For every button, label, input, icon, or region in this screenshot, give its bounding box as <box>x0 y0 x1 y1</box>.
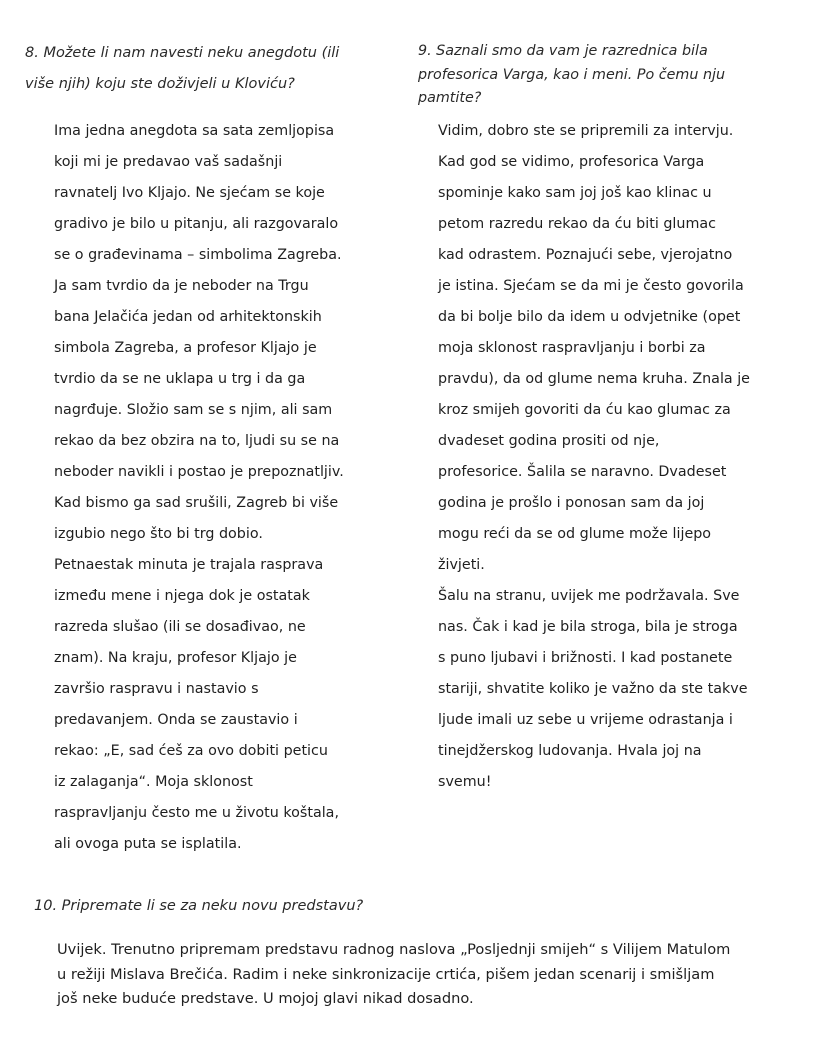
answer-8-line: izgubio nego što bi trg dobio. <box>54 526 263 542</box>
answer-8-line: Petnaestak minuta je trajala rasprava <box>54 557 324 573</box>
answer-8-line: ali ovoga puta se isplatila. <box>54 836 242 852</box>
answer-9-line: petom razredu rekao da ću biti glumac <box>438 216 716 232</box>
answer-9-line: profesorice. Šalila se naravno. Dvadeset <box>438 464 727 480</box>
answer-8 <box>54 116 384 860</box>
answer-9-line: s puno ljubavi i brižnosti. I kad postanete <box>438 650 733 666</box>
question-9-line: profesorica Varga, kao i meni. Po čemu nju <box>418 66 726 83</box>
answer-8-line: tvrdio da se ne uklapa u trg i da ga <box>54 371 306 387</box>
answer-9-line: svemu! <box>438 774 492 790</box>
question-9-line: 9. Saznali smo da vam je razrednica bila <box>418 43 708 59</box>
answer-10 <box>57 938 787 1012</box>
answer-9-line: mogu reći da se od glume može lijepo <box>438 526 712 542</box>
answer-8-line: simbola Zagreba, a profesor Kljajo je <box>54 340 317 356</box>
answer-9-line: godina je prošlo i ponosan sam da joj <box>438 495 705 511</box>
answer-9-line: Šalu na stranu, uvijek me podržavala. Sve <box>438 588 740 604</box>
answer-9-line: Vidim, dobro ste se pripremili za intervju. <box>438 123 734 139</box>
answer-9-line: živjeti. <box>438 557 485 573</box>
answer-9-line: moja sklonost raspravljanju i borbi za <box>438 340 706 356</box>
answer-8-line: iz zalaganja“. Moja sklonost <box>54 774 253 790</box>
answer-8-line: rekao da bez obzira na to, ljudi su se na <box>54 433 340 449</box>
answer-9-line: nas. Čak i kad je bila stroga, bila je stroga <box>438 619 738 635</box>
answer-10-line: još neke buduće predstave. U mojoj glavi nikad dosadno. <box>57 990 474 1007</box>
answer-8-line: između mene i njega dok je ostatak <box>54 588 310 604</box>
question-10 <box>34 894 534 918</box>
answer-8-line: bana Jelačića jedan od arhitektonskih <box>54 309 322 325</box>
question-9 <box>418 40 758 111</box>
answer-10-line: Uvijek. Trenutno pripremam predstavu radnog naslova „Posljednji smijeh“ s Vilijem Matulom <box>57 941 731 958</box>
answer-9-line: da bi bolje bilo da idem u odvjetnike (opet <box>438 309 741 325</box>
answer-9-line: spominje kako sam joj još kao klinac u <box>438 185 712 201</box>
answer-9-line: kroz smijeh govoriti da ću kao glumac za <box>438 402 731 418</box>
question-8-line: više njih) koju ste doživjeli u Kloviću? <box>25 76 295 92</box>
answer-8-line: razreda slušao (ili se dosađivao, ne <box>54 619 306 635</box>
answer-8-line: neboder navikli i postao je prepoznatljiv. <box>54 464 344 480</box>
answer-8-line: završio raspravu i nastavio s <box>54 681 259 697</box>
answer-8-line: ravnatelj Ivo Kljajo. Ne sjećam se koje <box>54 185 325 201</box>
answer-8-line: raspravljanju često me u životu koštala, <box>54 805 339 821</box>
answer-9 <box>438 116 778 798</box>
answer-9-line: stariji, shvatite koliko je važno da ste takve <box>438 681 748 697</box>
answer-9-line: pravdu), da od glume nema kruha. Znala je <box>438 371 750 387</box>
answer-8-line: se o građevinama – simbolima Zagreba. <box>54 247 342 263</box>
answer-9-line: dvadeset godina prositi od nje, <box>438 433 660 449</box>
answer-8-line: nagrđuje. Složio sam se s njim, ali sam <box>54 402 333 418</box>
question-10-text: 10. Pripremate li se za neku novu predstavu? <box>34 898 364 914</box>
answer-9-line: Kad god se vidimo, profesorica Varga <box>438 154 705 170</box>
answer-8-line: Ima jedna anegdota sa sata zemljopisa <box>54 123 335 139</box>
question-8 <box>25 38 375 100</box>
answer-9-line: kad odrastem. Poznajući sebe, vjerojatno <box>438 247 733 263</box>
answer-9-line: ljude imali uz sebe u vrijeme odrastanja i <box>438 712 733 728</box>
answer-9-line: tinejdžerskog ludovanja. Hvala joj na <box>438 743 702 759</box>
answer-8-line: Ja sam tvrdio da je neboder na Trgu <box>54 278 309 294</box>
answer-8-line: Kad bismo ga sad srušili, Zagreb bi više <box>54 495 339 511</box>
answer-8-line: koji mi je predavao vaš sadašnji <box>54 154 283 170</box>
answer-10-line: u režiji Mislava Brečića. Radim i neke sinkronizacije crtića, pišem jedan scenarij i smišljam <box>57 965 715 983</box>
question-9-line: pamtite? <box>418 90 482 106</box>
answer-8-line: rekao: „E, sad ćeš za ovo dobiti peticu <box>54 743 328 759</box>
answer-9-line: je istina. Sjećam se da mi je često govorila <box>438 278 744 294</box>
question-8-line: 8. Možete li nam navesti neku anegdotu (ili <box>25 45 340 61</box>
answer-8-line: znam). Na kraju, profesor Kljajo je <box>54 650 297 666</box>
answer-8-line: predavanjem. Onda se zaustavio i <box>54 712 298 728</box>
answer-8-line: gradivo je bilo u pitanju, ali razgovaralo <box>54 216 339 232</box>
